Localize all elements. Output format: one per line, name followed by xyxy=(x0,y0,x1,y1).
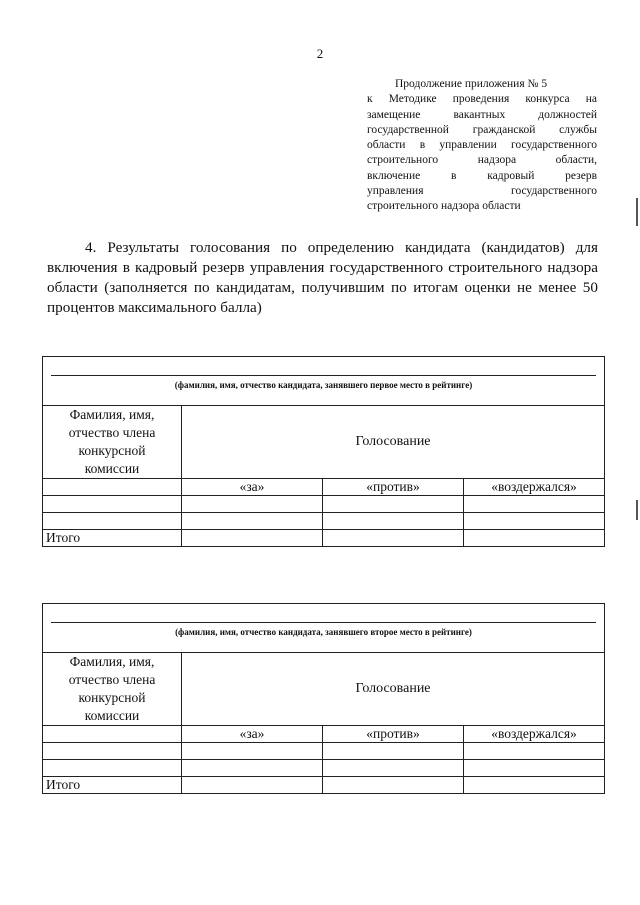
page-number: 2 xyxy=(316,46,324,61)
member-cell[interactable] xyxy=(43,743,182,760)
member-header: Фамилия, имя, отчество члена конкурсной комиссии xyxy=(43,653,182,726)
option-for: «за» xyxy=(182,479,323,496)
voting-table-second-place xyxy=(42,603,605,794)
option-against: «против» xyxy=(323,726,464,743)
annex-line: к Методике проведения конкурса на xyxy=(367,93,597,106)
candidate-caption: (фамилия, имя, отчество кандидата, занявшего второе место в рейтинге) xyxy=(175,627,472,637)
total-label: Итого xyxy=(43,777,182,794)
candidate-name-field[interactable] xyxy=(43,604,605,653)
vote-cell[interactable] xyxy=(464,743,605,760)
option-abstained: «воздержался» xyxy=(464,479,605,496)
total-cell[interactable] xyxy=(182,530,323,547)
annex-line: замещение вакантных должностей xyxy=(367,108,597,121)
member-cell[interactable] xyxy=(43,726,182,743)
annex-line: управления государственного xyxy=(367,185,597,198)
vote-cell[interactable] xyxy=(323,513,464,530)
vote-cell[interactable] xyxy=(323,496,464,513)
annex-line: включение в кадровый резерв xyxy=(367,169,597,182)
candidate-name-field[interactable] xyxy=(43,357,605,406)
vote-cell[interactable] xyxy=(323,743,464,760)
total-label: Итого xyxy=(43,530,182,547)
vote-cell[interactable] xyxy=(464,760,605,777)
vote-cell[interactable] xyxy=(182,760,323,777)
annex-header xyxy=(367,77,597,215)
total-cell[interactable] xyxy=(464,530,605,547)
voting-header: Голосование xyxy=(182,406,605,479)
total-cell[interactable] xyxy=(182,777,323,794)
vote-cell[interactable] xyxy=(464,513,605,530)
vote-cell[interactable] xyxy=(182,743,323,760)
option-abstained: «воздержался» xyxy=(464,726,605,743)
option-against: «против» xyxy=(323,479,464,496)
annex-line: строительного надзора области, xyxy=(367,154,597,167)
candidate-name-line xyxy=(51,375,596,376)
annex-line: области в управлении государственного xyxy=(367,139,597,152)
vote-cell[interactable] xyxy=(464,496,605,513)
voting-header: Голосование xyxy=(182,653,605,726)
total-cell[interactable] xyxy=(464,777,605,794)
member-cell[interactable] xyxy=(43,760,182,777)
scan-edge-mark xyxy=(636,198,638,226)
option-for: «за» xyxy=(182,726,323,743)
member-header: Фамилия, имя, отчество члена конкурсной комиссии xyxy=(43,406,182,479)
total-cell[interactable] xyxy=(323,530,464,547)
annex-line: строительного надзора области xyxy=(367,200,521,213)
scan-edge-mark xyxy=(636,500,638,520)
section-paragraph: 4. Результаты голосования по определению кандидата (кандидатов) для включения в кадровый резерв управления государственного строительного надзора области (заполняется по кандидатам, получившим по итогам оценки не менее 50 процентов максимального балла) xyxy=(47,239,598,316)
vote-cell[interactable] xyxy=(323,760,464,777)
member-cell[interactable] xyxy=(43,496,182,513)
vote-cell[interactable] xyxy=(182,513,323,530)
annex-line: Продолжение приложения № 5 xyxy=(395,78,548,90)
vote-cell[interactable] xyxy=(182,496,323,513)
candidate-name-line xyxy=(51,622,596,623)
total-cell[interactable] xyxy=(323,777,464,794)
voting-table-first-place xyxy=(42,356,605,547)
candidate-caption: (фамилия, имя, отчество кандидата, занявшего первое место в рейтинге) xyxy=(174,380,473,390)
annex-line: государственной гражданской службы xyxy=(367,123,597,136)
member-cell[interactable] xyxy=(43,513,182,530)
member-cell[interactable] xyxy=(43,479,182,496)
